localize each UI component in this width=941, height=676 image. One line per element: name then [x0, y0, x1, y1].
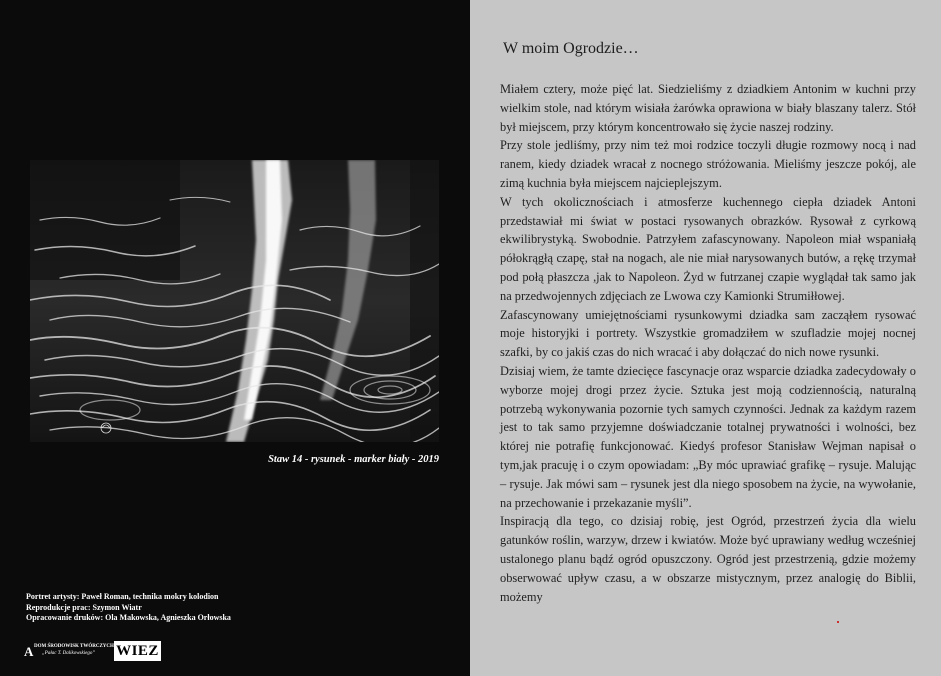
paragraph: Przy stole jedliśmy, przy nim też moi rodzice toczyli długie rozmowy nocą i nad ranem, kiedy dziadek wracał z nocnego stróżowania. Mieliśmy jeszcze pokój, ale zimą kuchnia była miejscem najcieplejszym.	[500, 138, 916, 190]
paragraph: Miałem cztery, może pięć lat. Siedzieliśmy z dziadkiem Antonim w kuchni przy wielkim stole, nad którym wisiała żarówka oprawiona w biały blaszany talerz. Stół był miejscem, przy którym koncentrowało się życie naszej rodziny.	[500, 82, 916, 134]
logo-line-1: DOM ŚRODOWISK TWÓRCZYCH	[34, 644, 114, 649]
left-page	[0, 0, 470, 676]
logo-line-2: „Pałac T. Dalikowskiego”	[42, 651, 96, 656]
page-title: W moim Ogrodzie…	[503, 40, 639, 57]
artwork-image	[30, 160, 439, 442]
paragraph: Dzisiaj wiem, że tamte dziecięce fascynacje oraz wsparcie dziadka zadecydowały o wyborze mojej drogi przez życie. Sztuka jest moją codziennością, naturalną potrzebą wykonywania pozornie tych samych czynności. Jednak za każdym razem jest to tak samo przyjemne doświadczanie totalnej prywatności i wolności, bez której nie potrafię funkcjonować. Kiedyś profesor Stanisław Wejman napisał o tym,jak pracuję i o czym opowiadam: „By móc uprawiać grafikę – rysuje. Malując – rysuje. Jak mówi sam – rysunek jest dla niego sposobem na życie, na wywołanie, na przechowanie i przekazanie myśli”.	[500, 363, 916, 510]
credits-block	[26, 592, 231, 624]
credit-portrait: Portret artysty: Paweł Roman, technika mokry kolodion	[26, 592, 219, 601]
dom-srodowisk-logo	[24, 643, 114, 661]
paragraph: Zafascynowany umiejętnościami rysunkowymi dziadka sam zacząłem rysować moje historyjki i portrety. Wszystkie gromadziłem w szufladzie mojej nocnej szafki, by co jakiś czas do nich wracać i aby dołączać do nich nowe rysunki.	[500, 307, 916, 360]
water-reflection-drawing	[30, 160, 439, 442]
artwork-caption: Staw 14 - rysunek - marker biały - 2019	[268, 454, 439, 465]
credit-reproductions: Reprodukcje prac: Szymon Wiatr	[26, 602, 142, 612]
body-text	[500, 80, 916, 606]
logo-mark-icon: A	[24, 644, 34, 659]
paragraph: Inspiracją dla tego, co dzisiaj robię, jest Ogród, przestrzeń życia dla wielu gatunków roślin, warzyw, drzew i kwiatów. Może być uprawiany według wcześniej ustalonego planu bądź ogród opuszczony. Ogród jest przestrzenią, gdzie możemy obserwować upływ czasu, a w obszarze mistycznym, przez analogię do Biblii, możemy	[500, 514, 916, 604]
red-dot-mark	[837, 621, 839, 623]
paragraph: W tych okolicznościach i atmosferze kuchennego ciepła dziadek Antoni przedstawiał mi świat w postaci rysowanych obrazków. Rysował z cyrkową ekwilibrystyką. Swobodnie. Patrzyłem zafascynowany. Napoleon miał wspaniałą półokrągłą czapę, stał na nogach, ale nie miał narysowanych butów, a rękę trzymał pod połą płaszcza ,jak to Napoleon. Żyd w futrzanej czapie wyglądał tak samo jak na przedwojennych zdjęciach ze Lwowa czy Kamionki Strumiłłowej.	[500, 194, 916, 303]
credit-print-design: Opracowanie druków: Ola Makowska, Agnieszka Orłowska	[26, 613, 231, 622]
wiez-logo: WIEZ	[114, 641, 161, 661]
